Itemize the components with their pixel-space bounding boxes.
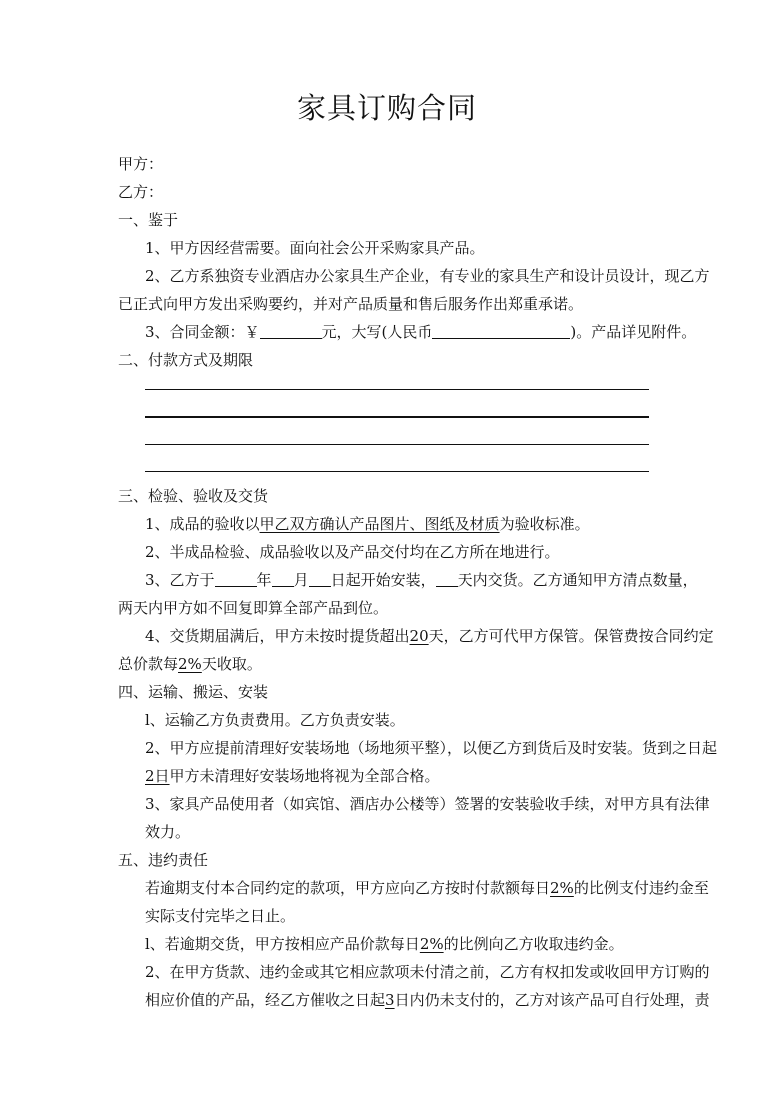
section-1-item-2-line-1: 2、乙方系独资专业酒店办公家具生产企业，有专业的家具生产和设计员设计，现乙方 — [145, 267, 710, 285]
install-date-label: 3、乙方于 — [145, 571, 215, 589]
amount-suffix: )。产品详见附件。 — [570, 323, 697, 341]
party-b-label: 乙方： — [118, 183, 164, 201]
payment-terms-line-2[interactable] — [145, 416, 649, 418]
acceptance-text: 1、成品的验收以 — [145, 515, 260, 533]
contract-title: 家具订购合同 — [296, 91, 477, 125]
section-3-heading: 三、检验、验收及交货 — [118, 487, 269, 505]
section-3-item-2: 2、半成品检验、成品验收以及产品交付均在乙方所在地进行。 — [145, 543, 560, 561]
month-label: 月 — [293, 571, 309, 589]
amount-uppercase-label: 元，大写(人民币 — [321, 323, 433, 341]
section-5-para-1-line-1 — [145, 878, 709, 898]
section-1-item-2-line-2: 已正式向甲方发出采购要约，并对产品质量和售后服务作出郑重承诺。 — [118, 295, 584, 313]
late-payment-rate: 2% — [550, 879, 574, 897]
section-5-heading: 五、违约责任 — [118, 851, 209, 869]
section-4-item-2-line-2 — [145, 766, 440, 786]
amount-uppercase-blank[interactable] — [432, 323, 570, 339]
delivery-days-blank[interactable] — [436, 571, 458, 587]
acceptance-suffix: 为验收标准。 — [499, 515, 590, 533]
section-1-heading: 一、鉴于 — [118, 211, 179, 229]
section-3-item-1 — [145, 514, 590, 534]
amount-blank[interactable] — [260, 323, 322, 339]
install-start-text: 日起开始安装， — [330, 571, 436, 589]
storage-fee-suffix: 天收取。 — [201, 655, 262, 673]
late-delivery-text: l、若逾期交货，甲方按相应产品价款每日 — [145, 935, 420, 953]
late-delivery-text-2: 的比例向乙方收取违约金。 — [443, 935, 624, 953]
delivery-text: 天内交货。乙方通知甲方清点数量， — [457, 571, 698, 589]
amount-label: 3、合同金额：￥ — [145, 323, 260, 341]
late-delivery-rate: 2% — [419, 935, 444, 953]
section-4-item-2-line-1: 2、甲方应提前清理好安装场地（场地须平整），以便乙方到货后及时安装。货到之日起 — [145, 739, 718, 757]
storage-text: 4、交货期届满后，甲方未按时提货超出 — [145, 627, 410, 645]
section-5-item-1 — [145, 934, 624, 954]
section-3-item-3-line-1 — [145, 570, 698, 590]
acceptance-standard: 甲乙双方确认产品图片、图纸及材质 — [259, 515, 500, 533]
year-label: 年 — [256, 571, 272, 589]
site-prep-days: 2日 — [145, 767, 170, 785]
install-month-blank[interactable] — [272, 571, 294, 587]
payment-terms-line-3[interactable] — [145, 444, 649, 445]
payment-terms-line-1[interactable] — [145, 389, 649, 390]
section-5-item-2-line-1: 2、在甲方货款、违约金或其它相应款项未付清之前，乙方有权扣发或收回甲方订购的 — [145, 963, 710, 981]
late-payment-text: 若逾期支付本合同约定的款项，甲方应向乙方按时付款额每日 — [145, 879, 551, 897]
collection-text-2: 日内仍未支付的，乙方对该产品可自行处理，责 — [394, 991, 710, 1009]
party-a-label: 甲方： — [118, 155, 164, 173]
section-5-item-2-line-2 — [145, 990, 710, 1010]
section-4-item-1: l、运输乙方负责费用。乙方负责安装。 — [145, 711, 405, 729]
collection-text: 相应价值的产品，经乙方催收之日起 — [145, 991, 386, 1009]
storage-fee-text: 总价款每 — [118, 655, 179, 673]
payment-terms-line-4[interactable] — [145, 471, 649, 472]
section-5-para-1-line-2: 实际支付完毕之日止。 — [145, 907, 296, 925]
install-day-blank[interactable] — [309, 571, 331, 587]
storage-text-2: 天，乙方可代甲方保管。保管费按合同约定 — [428, 627, 714, 645]
storage-days: 20 — [409, 627, 429, 645]
section-3-item-4-line-1 — [145, 626, 714, 646]
section-4-item-3-line-1: 3、家具产品使用者（如宾馆、酒店办公楼等）签署的安装验收手续，对甲方具有法律 — [145, 795, 710, 813]
collection-days: 3 — [385, 991, 395, 1009]
section-3-item-3-line-2: 两天内甲方如不回复即算全部产品到位。 — [118, 599, 389, 617]
section-3-item-4-line-2 — [118, 654, 262, 674]
late-payment-text-2: 的比例支付违约金至 — [573, 879, 709, 897]
site-prep-text: 甲方未清理好安装场地将视为全部合格。 — [169, 767, 440, 785]
section-1-item-1: 1、甲方因经营需要。面向社会公开采购家具产品。 — [145, 239, 485, 257]
install-year-blank[interactable] — [215, 571, 257, 587]
section-2-heading: 二、付款方式及期限 — [118, 351, 254, 369]
section-1-item-3 — [145, 322, 696, 342]
section-4-item-3-line-2: 效力。 — [145, 823, 191, 841]
section-4-heading: 四、运输、搬运、安装 — [118, 683, 269, 701]
storage-fee-rate: 2% — [178, 655, 202, 673]
